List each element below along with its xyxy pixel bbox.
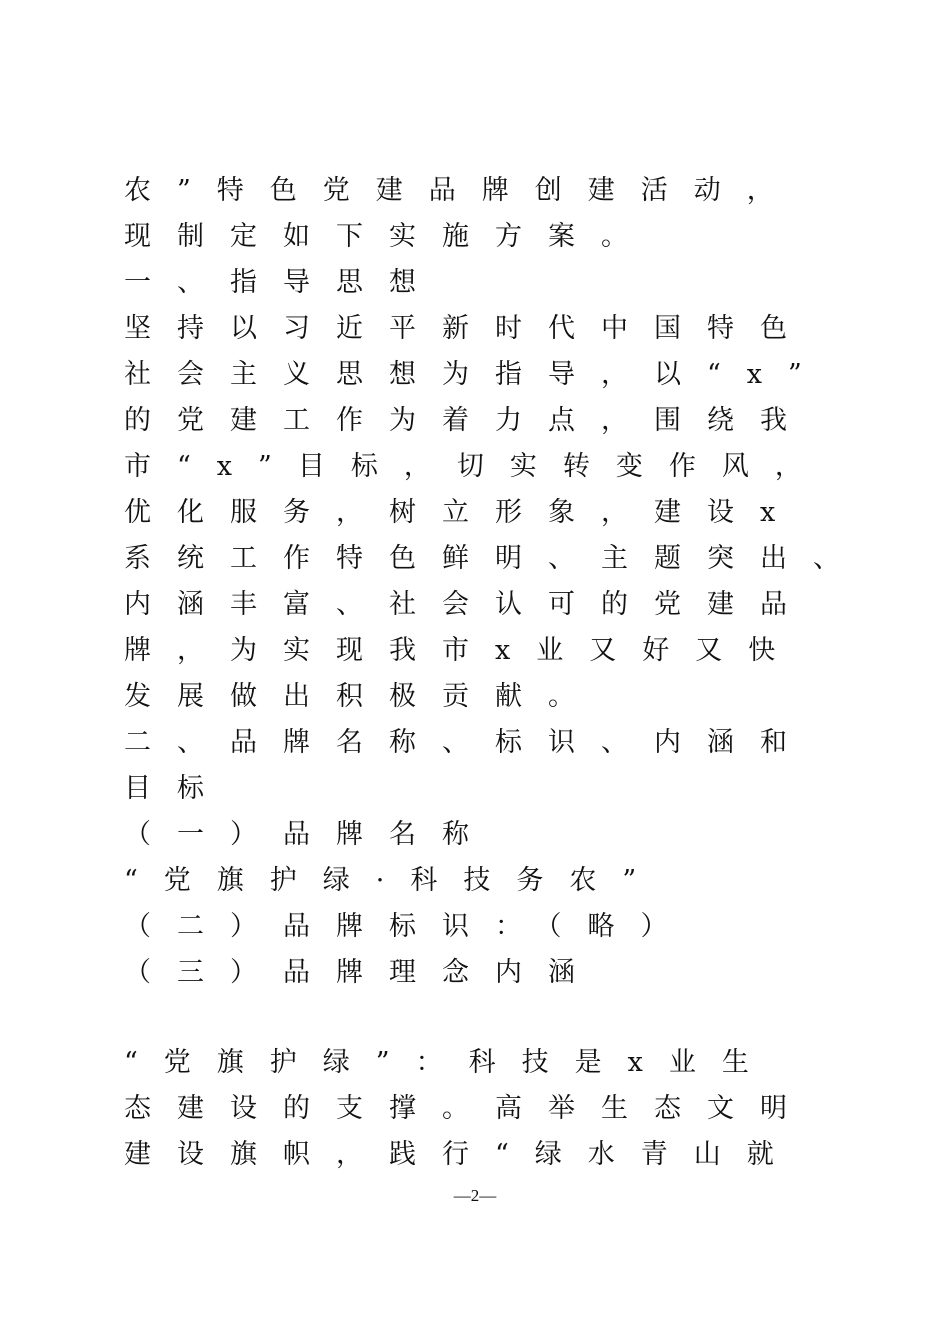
paragraph-gap (124, 996, 844, 1040)
section-heading: 二、品牌名称、标识、内涵和 (124, 727, 813, 758)
text-line: 农”特色党建品牌创建活动， (124, 175, 800, 206)
text-line: 市“x”目标，切实转变作风， (124, 451, 828, 482)
subsection-heading: （一）品牌名称 (124, 819, 495, 850)
text-line: 社会主义思想为指导，以“x” (124, 359, 828, 390)
text-line: 牌，为实现我市x业又好又快 (124, 635, 802, 666)
text-line: “党旗护绿”：科技是x业生 (124, 1047, 775, 1078)
brand-name: “党旗护绿·科技务农” (124, 865, 663, 896)
body-text (124, 168, 866, 1178)
text-line: 现制定如下实施方案。 (124, 221, 654, 252)
text-line: 建设旗帜，践行“绿水青山就 (124, 1139, 800, 1170)
subsection-heading: （二）品牌标识：（略） (124, 911, 694, 942)
section-heading: 一、指导思想 (124, 267, 442, 298)
page-number: —2— (453, 1186, 497, 1205)
text-line: 优化服务，树立形象，建设x (124, 497, 802, 528)
text-line: 的党建工作为着力点，围绕我 (124, 405, 813, 436)
text-line: 系统工作特色鲜明、主题突出、 (124, 543, 866, 574)
text-line: 发展做出积极贡献。 (124, 681, 601, 712)
text-line: 内涵丰富、社会认可的党建品 (124, 589, 813, 620)
section-heading: 目标 (124, 773, 230, 804)
subsection-heading: （三）品牌理念内涵 (124, 957, 601, 988)
text-line: 态建设的支撑。高举生态文明 (124, 1093, 813, 1124)
text-line: 坚持以习近平新时代中国特色 (124, 313, 813, 344)
